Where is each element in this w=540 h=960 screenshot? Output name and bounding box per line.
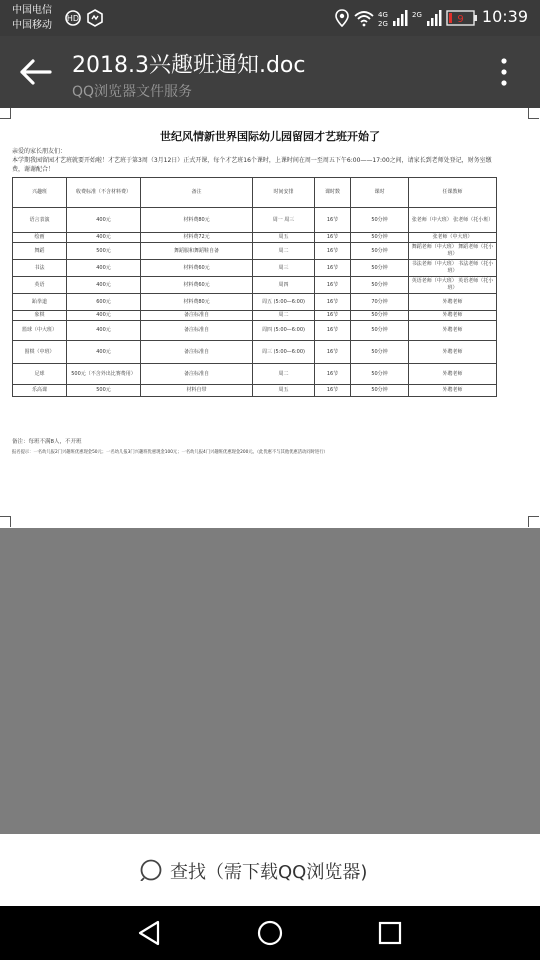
clock: 10:39 [481, 7, 528, 26]
nav-recents-icon[interactable] [376, 919, 404, 947]
fee-cell: 400元 [67, 311, 141, 321]
schedule-cell: 周四 (5:00—6:00) [253, 321, 315, 341]
duration-cell: 50分钟 [351, 364, 409, 385]
sessions-cell: 16节 [315, 208, 351, 233]
svg-text:HD: HD [66, 14, 80, 23]
fee-cell: 400元 [67, 321, 141, 341]
sessions-cell: 16节 [315, 294, 351, 311]
app-notification-icon [86, 9, 104, 27]
table-row [13, 243, 497, 260]
class-name-cell: 舞蹈 [13, 243, 67, 260]
fee-cell: 400元 [67, 233, 141, 243]
class-name-cell: 绘画 [13, 233, 67, 243]
remark-cell: 备注标准自 [141, 364, 253, 385]
hd-icon [64, 9, 82, 27]
schedule-cell: 周二 [253, 311, 315, 321]
wifi-icon [354, 9, 374, 27]
class-name-cell: 英语 [13, 277, 67, 294]
remark-cell: 材料费80元 [141, 294, 253, 311]
teacher-cell: 外聘老师 [409, 385, 497, 397]
fee-cell: 400元 [67, 277, 141, 294]
schedule-cell: 周一 周三 [253, 208, 315, 233]
notice-intro: 本学期我园留园才艺班就要开始啦！才艺班于第3周（3月12日）正式开课，每个才艺班16个课时，上课时间在周一至周五下午6:00——17:00之间，请家长到老师处登记，财务室缴费，谢谢配合！ [12, 157, 492, 173]
sessions-cell: 16节 [315, 311, 351, 321]
column-header: 收费标准（不含材料费） [67, 178, 141, 208]
remark-cell: 备注标准自 [141, 321, 253, 341]
page-corner-mark [528, 516, 539, 527]
system-navigation-bar [0, 906, 540, 960]
remark-cell: 材料费80元 [141, 208, 253, 233]
fee-cell: 500元 [67, 243, 141, 260]
duration-cell: 50分钟 [351, 260, 409, 277]
duration-cell: 50分钟 [351, 208, 409, 233]
document-title: 2018.3兴趣班通知.doc [72, 53, 306, 78]
duration-cell: 70分钟 [351, 294, 409, 311]
teacher-cell: 外聘老师 [409, 321, 497, 341]
status-bar [0, 0, 540, 36]
class-name-cell: 跆拳道 [13, 294, 67, 311]
location-icon [334, 9, 350, 27]
fee-cell: 500元 [67, 385, 141, 397]
note-min-enrollment: 备注：每班不满8人，不开班 [12, 439, 82, 445]
duration-cell: 50分钟 [351, 321, 409, 341]
sessions-cell: 16节 [315, 243, 351, 260]
nav-home-icon[interactable] [256, 919, 284, 947]
column-header: 课时 [351, 178, 409, 208]
schedule-cell: 周四 [253, 277, 315, 294]
duration-cell: 50分钟 [351, 243, 409, 260]
teacher-cell: 外聘老师 [409, 294, 497, 311]
sessions-cell: 16节 [315, 341, 351, 364]
signal-sim2-icon [412, 9, 442, 27]
sessions-cell: 16节 [315, 321, 351, 341]
duration-cell: 50分钟 [351, 277, 409, 294]
net-label-3: 2G [412, 11, 422, 19]
note-discount: 报名提示：一名幼儿报2门兴趣班优惠现金50元；一名幼儿报3门兴趣班优惠现金100元；一名幼儿报4门兴趣班优惠现金200元。（此优惠不与其他优惠活动同时进行） [12, 450, 328, 455]
schedule-cell: 周五 [253, 233, 315, 243]
duration-cell: 50分钟 [351, 341, 409, 364]
table-row [13, 341, 497, 364]
carrier-info [12, 3, 52, 33]
table-row [13, 385, 497, 397]
schedule-cell: 周二 [253, 364, 315, 385]
back-arrow-icon[interactable] [18, 58, 52, 86]
table-row [13, 233, 497, 243]
carrier-1: 中国电信 [12, 5, 52, 16]
document-subtitle: QQ浏览器文件服务 [72, 84, 193, 100]
net-label-2: 2G [378, 20, 388, 27]
fee-cell: 400元 [67, 260, 141, 277]
column-header: 时间安排 [253, 178, 315, 208]
duration-cell: 50分钟 [351, 233, 409, 243]
net-label-1: 4G [378, 11, 388, 19]
schedule-cell: 周五 (5:00—6:00) [253, 294, 315, 311]
duration-cell: 50分钟 [351, 311, 409, 321]
table-header-row [13, 178, 497, 208]
schedule-cell: 周二 [253, 243, 315, 260]
teacher-cell: 张老师（中大班） [409, 233, 497, 243]
table-row [13, 277, 497, 294]
duration-cell: 50分钟 [351, 385, 409, 397]
teacher-cell: 舞蹈老师（中大班） 舞蹈老师（托小班） [409, 243, 497, 260]
sessions-cell: 16节 [315, 385, 351, 397]
more-options-icon[interactable] [490, 56, 518, 88]
remark-cell: 材料费72元 [141, 233, 253, 243]
fee-cell: 600元 [67, 294, 141, 311]
find-bar[interactable] [0, 834, 540, 906]
class-name-cell: 象棋 [13, 311, 67, 321]
schedule-cell: 周三 (5:00—6:00) [253, 341, 315, 364]
document-preview[interactable] [0, 108, 540, 528]
sessions-cell: 16节 [315, 260, 351, 277]
teacher-cell: 外聘老师 [409, 364, 497, 385]
class-name-cell: 篮球（中大班） [13, 321, 67, 341]
nav-back-icon[interactable] [136, 919, 164, 947]
remark-cell: 材料自带 [141, 385, 253, 397]
page-corner-mark [528, 108, 539, 119]
sessions-cell: 16节 [315, 233, 351, 243]
table-row [13, 311, 497, 321]
teacher-cell: 张老师（中大班） 张老师（托小班） [409, 208, 497, 233]
table-row [13, 260, 497, 277]
fee-cell: 400元 [67, 208, 141, 233]
fee-cell: 400元 [67, 341, 141, 364]
class-name-cell: 围棋（中班） [13, 341, 67, 364]
remark-cell: 备注标准自 [141, 341, 253, 364]
battery-level: 9 [457, 14, 464, 25]
class-name-cell: 书法 [13, 260, 67, 277]
app-bar [0, 36, 540, 108]
remark-cell: 材料费60元 [141, 260, 253, 277]
class-name-cell: 足球 [13, 364, 67, 385]
table-row [13, 321, 497, 341]
teacher-cell: 外聘老师 [409, 311, 497, 321]
remark-cell: 舞蹈服和舞蹈鞋自备 [141, 243, 253, 260]
class-schedule-table [12, 177, 497, 397]
page-corner-mark [0, 516, 11, 527]
remark-cell: 备注标准自 [141, 311, 253, 321]
teacher-cell: 书法老师（中大班） 书法老师（托小班） [409, 260, 497, 277]
class-name-cell: 乐高课 [13, 385, 67, 397]
table-row [13, 208, 497, 233]
teacher-cell: 英语老师（中大班） 英语老师（托小班） [409, 277, 497, 294]
column-header: 兴趣班 [13, 178, 67, 208]
notice-title: 世纪风情新世界国际幼儿园留园才艺班开始了 [160, 130, 380, 143]
schedule-cell: 周五 [253, 385, 315, 397]
carrier-2: 中国移动 [12, 20, 52, 31]
remark-cell: 材料费60元 [141, 277, 253, 294]
signal-sim1-icon [378, 9, 408, 27]
table-row [13, 294, 497, 311]
page-corner-mark [0, 108, 11, 119]
sessions-cell: 16节 [315, 364, 351, 385]
column-header: 课时数 [315, 178, 351, 208]
schedule-cell: 周三 [253, 260, 315, 277]
battery-icon [446, 9, 478, 27]
notice-greeting: 亲爱的家长朋友们： [12, 148, 67, 155]
class-name-cell: 语言表演 [13, 208, 67, 233]
sessions-cell: 16节 [315, 277, 351, 294]
fee-cell: 500元（不含外出比赛费用） [67, 364, 141, 385]
teacher-cell: 外聘老师 [409, 341, 497, 364]
column-header: 备注 [141, 178, 253, 208]
search-icon [140, 859, 162, 881]
empty-preview-area [0, 528, 540, 834]
find-label: 查找（需下载QQ浏览器) [170, 862, 368, 883]
table-row [13, 364, 497, 385]
column-header: 任课教师 [409, 178, 497, 208]
